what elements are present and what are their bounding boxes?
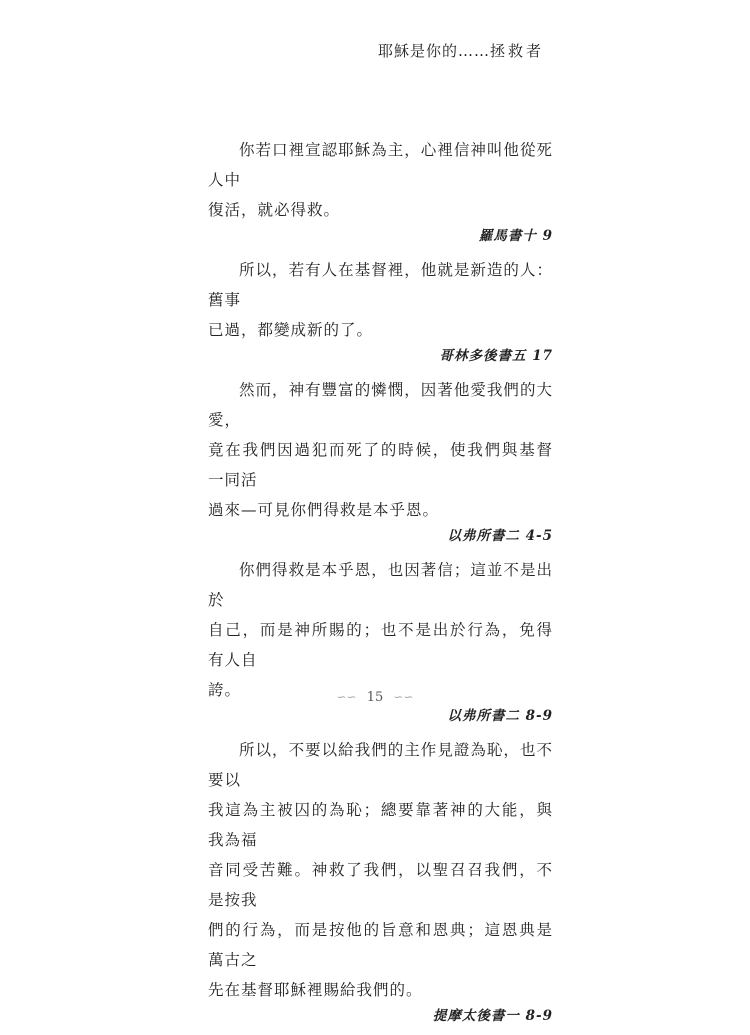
- page-footer: [0, 690, 750, 705]
- scripture-reference: 哥林多後書五 17: [439, 348, 553, 364]
- scripture-reference: 以弗所書二 4-5: [447, 528, 553, 544]
- left-ornament-icon: ∽∽: [336, 690, 357, 704]
- passage-text: 所以，不要以給我們的主作見證為恥，也不要以 我這為主被囚的為恥；總要靠著神的大能，與我為福 音同受苦難。神救了我們，以聖召召我們，不是按我 們的行為，而是按他的旨意和恩典；這恩典是萬古之 先在基督耶穌裡賜給我們的。: [208, 741, 553, 999]
- scripture-reference: 羅馬書十 9: [478, 228, 553, 244]
- passage-text: 然而，神有豐富的憐憫，因著他愛我們的大愛， 竟在我們因過犯而死了的時候，使我們與基督一同活 過來—可見你們得救是本乎恩。: [208, 381, 553, 519]
- page-number: 15: [366, 690, 384, 705]
- header-subtitle: 拯救者: [489, 42, 544, 60]
- header-title: 耶穌是你的……: [377, 42, 490, 60]
- page-body: [208, 135, 553, 1035]
- passage-text: 你若口裡宣認耶穌為主，心裡信神叫他從死人中 復活，就必得救。: [208, 141, 553, 219]
- running-header: [378, 40, 544, 61]
- passage-text: 所以，若有人在基督裡，他就是新造的人：舊事 已過，都變成新的了。: [208, 261, 553, 339]
- right-ornament-icon: ∽∽: [393, 690, 414, 704]
- passage-text: 你們得救是本乎恩，也因著信；這並不是出於 自己，而是神所賜的；也不是出於行為，免得有人自 誇。: [208, 561, 553, 699]
- scripture-reference: 提摩太後書一 8-9: [432, 1008, 553, 1024]
- scripture-reference: 以弗所書二 8-9: [447, 708, 553, 724]
